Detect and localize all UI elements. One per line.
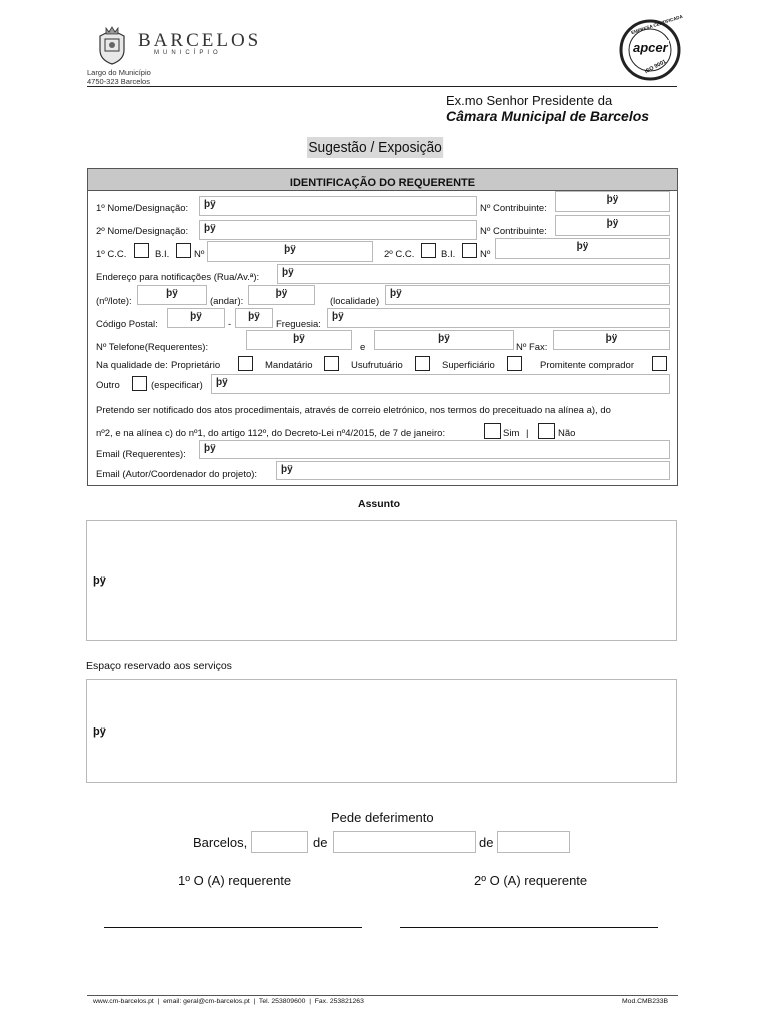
date-of-label-2: de [479, 835, 494, 850]
services-reserved-value: þÿ [93, 726, 106, 738]
first-cc-checkbox[interactable] [134, 243, 149, 258]
municipality-crest-icon [92, 26, 132, 66]
services-reserved-heading: Espaço reservado aos serviços [86, 660, 232, 672]
first-signature-line[interactable] [104, 927, 362, 928]
brand-subtitle: MUNICÍPIO [154, 50, 222, 56]
brand-name: BARCELOS [138, 30, 262, 51]
specify-input[interactable]: þÿ [211, 374, 670, 394]
owner-checkbox[interactable] [238, 356, 253, 371]
fax-input[interactable]: þÿ [553, 330, 670, 350]
address-line-2: 4750-323 Barcelos [87, 77, 150, 86]
surface-holder-checkbox[interactable] [507, 356, 522, 371]
date-of-label-1: de [313, 835, 328, 850]
phone-and-label: e [360, 342, 366, 353]
cert-top-text: EMPRESA CERTIFICADA [630, 13, 684, 36]
capacity-label: Na qualidade de: [96, 360, 168, 371]
yes-label: Sim [503, 428, 520, 439]
second-cc-label: 2º C.C. [384, 249, 415, 260]
email-notification-text-1: Pretendo ser notificado dos atos procedimentais, através de correio eletrónico, nos termos do preceituado na alínea a), do [96, 405, 611, 416]
floor-input[interactable]: þÿ [248, 285, 315, 305]
second-name-label: 2º Nome/Designação: [96, 226, 189, 237]
applicant-email-input[interactable]: þÿ [199, 440, 670, 459]
author-email-label: Email (Autor/Coordenador do projeto): [96, 469, 258, 480]
date-month-input[interactable] [333, 831, 476, 853]
other-label: Outro [96, 380, 120, 391]
other-checkbox[interactable] [132, 376, 147, 391]
usufructuary-checkbox[interactable] [415, 356, 430, 371]
specify-label: (especificar) [151, 380, 203, 391]
promissory-buyer-label: Promitente comprador [540, 360, 634, 371]
email-notification-text-2: nº2, e na alínea c) do nº1, do artigo 112º, do Decreto-Lei nº4/2015, de 7 de janeiro: [96, 428, 446, 439]
postal-code-suffix-input[interactable]: þÿ [235, 308, 273, 328]
date-year-input[interactable] [497, 831, 570, 853]
footer-contacts: www.cm-barcelos.pt | email: geral@cm-barcelos.pt | Tel. 253809600 | Fax. 253821263 [93, 998, 364, 1005]
subject-heading: Assunto [358, 498, 400, 510]
author-email-input[interactable]: þÿ [276, 461, 670, 480]
usufructuary-label: Usufrutuário [351, 360, 403, 371]
parish-input[interactable]: þÿ [327, 308, 670, 328]
cert-brand-text: apcer [633, 40, 668, 55]
first-applicant-signature-label: 1º O (A) requerente [178, 873, 292, 888]
postal-code-main-input[interactable]: þÿ [167, 308, 225, 328]
lot-number-input[interactable]: þÿ [137, 285, 207, 305]
postal-code-dash: - [228, 319, 232, 330]
surface-holder-label: Superficiário [442, 360, 495, 371]
first-doc-number-input[interactable]: þÿ [207, 241, 373, 262]
phone-input-1[interactable]: þÿ [246, 330, 352, 350]
notification-address-label: Endereço para notificações (Rua/Av.ª): [96, 272, 260, 283]
second-tax-number-input[interactable]: þÿ [555, 215, 670, 236]
first-tax-number-label: Nº Contribuinte: [480, 203, 547, 214]
second-bi-label: B.I. [441, 249, 456, 260]
representative-checkbox[interactable] [324, 356, 339, 371]
no-label: Não [558, 428, 576, 439]
subject-textarea[interactable] [86, 520, 677, 641]
second-tax-number-label: Nº Contribuinte: [480, 226, 547, 237]
second-applicant-signature-label: 2º O (A) requerente [474, 873, 588, 888]
footer-rule [87, 995, 678, 996]
footer-form-code: Mod.CMB233B [622, 998, 669, 1005]
apcer-certification-badge [616, 13, 684, 82]
services-reserved-textarea[interactable] [86, 679, 677, 783]
locality-input[interactable]: þÿ [385, 285, 670, 305]
second-cc-checkbox[interactable] [421, 243, 436, 258]
request-approval-text: Pede deferimento [331, 810, 434, 825]
first-name-label: 1º Nome/Designação: [96, 203, 189, 214]
second-bi-checkbox[interactable] [462, 243, 477, 258]
date-day-input[interactable] [251, 831, 308, 853]
cert-iso-text: ISO 9001 [643, 58, 668, 76]
phone-input-2[interactable]: þÿ [374, 330, 514, 350]
email-notification-no-checkbox[interactable] [538, 423, 555, 439]
fax-label: Nº Fax: [516, 342, 548, 353]
lot-number-label: (nº/lote): [96, 296, 132, 307]
owner-label: Proprietário [171, 360, 221, 371]
section-title: IDENTIFICAÇÃO DO REQUERENTE [289, 177, 476, 189]
phone-label: Nº Telefone(Requerentes): [96, 342, 209, 353]
yes-no-separator: | [526, 428, 529, 439]
representative-label: Mandatário [265, 360, 313, 371]
addressee-line-2: Câmara Municipal de Barcelos [446, 108, 650, 124]
addressee-line-1: Ex.mo Senhor Presidente da [446, 93, 613, 108]
subject-textarea-value: þÿ [93, 575, 106, 587]
notification-address-input[interactable]: þÿ [277, 264, 670, 284]
second-doc-number-label: Nº [480, 249, 491, 260]
place-label: Barcelos, [193, 835, 248, 850]
locality-label: (localidade) [330, 296, 380, 307]
first-bi-label: B.I. [155, 249, 170, 260]
first-cc-label: 1º C.C. [96, 249, 127, 260]
parish-label: Freguesia: [276, 319, 321, 330]
address-line-1: Largo do Município [87, 68, 151, 77]
promissory-buyer-checkbox[interactable] [652, 356, 667, 371]
second-name-input[interactable]: þÿ [199, 220, 477, 240]
header-rule [87, 86, 677, 87]
applicant-email-label: Email (Requerentes): [96, 449, 186, 460]
first-name-input[interactable]: þÿ [199, 196, 477, 216]
second-signature-line[interactable] [400, 927, 658, 928]
form-title: Sugestão / Exposição [308, 139, 442, 156]
first-doc-number-label: Nº [194, 249, 205, 260]
floor-label: (andar): [210, 296, 244, 307]
first-bi-checkbox[interactable] [176, 243, 191, 258]
postal-code-label: Código Postal: [96, 319, 158, 330]
email-notification-yes-checkbox[interactable] [484, 423, 501, 439]
first-tax-number-input[interactable]: þÿ [555, 191, 670, 212]
second-doc-number-input[interactable]: þÿ [495, 238, 670, 259]
